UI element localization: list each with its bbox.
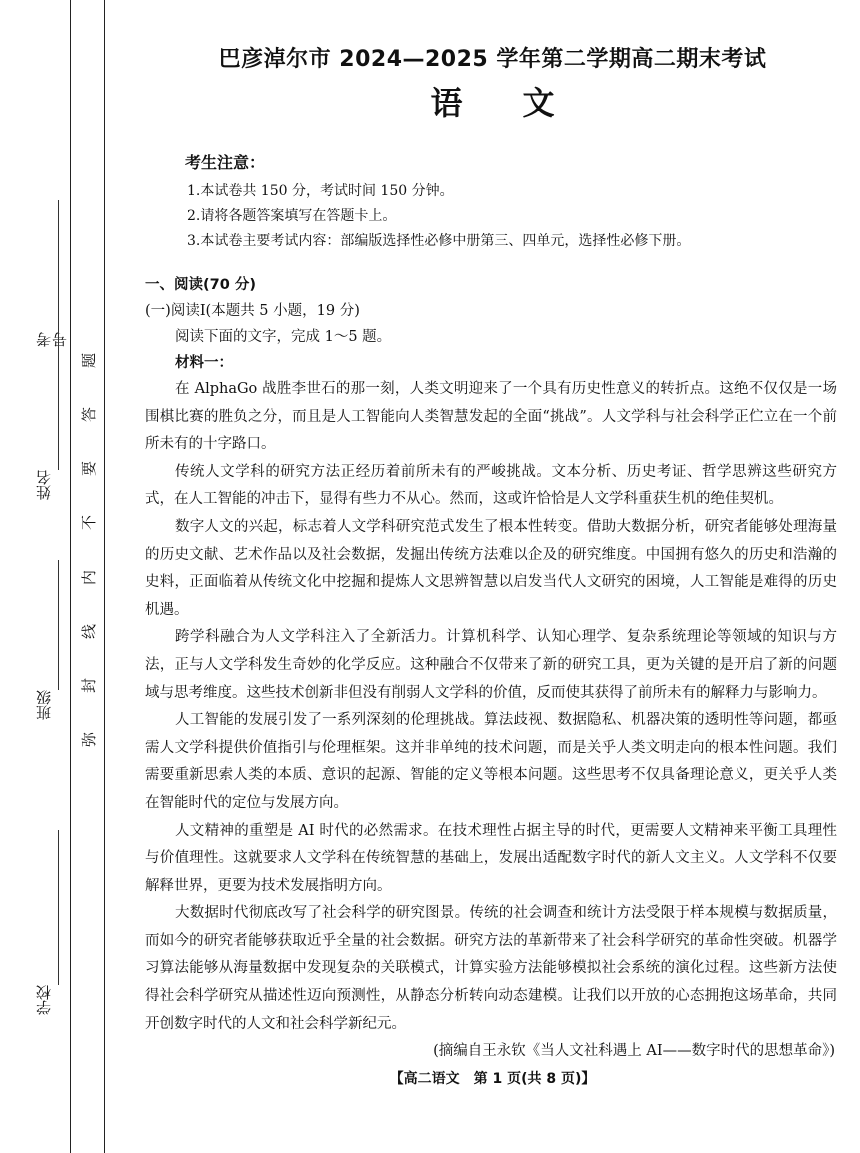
paragraph: 跨学科融合为人文学科注入了全新活力。计算机科学、认知心理学、复杂系统理论等领域的知识与方法，正与人文学科发生奇妙的化学反应。这种融合不仅带来了新的研究工具，更为关键的是开启了新的问题域与思考维度。这些技术创新非但没有削弱人文学科的价值，反而使其获得了前所未有的解释力与影响力。 — [145, 629, 837, 701]
exam-number-line — [58, 200, 59, 350]
candidate-notice — [185, 150, 825, 254]
class-field[interactable] — [30, 560, 70, 760]
class-line — [58, 560, 59, 690]
paragraph: 数字人文的兴起，标志着人文学科研究范式发生了根本性转变。借助大数据分析，研究者能够处理海量的历史文献、艺术作品以及社会数据，发掘出传统方法难以企及的研究维度。中国拥有悠久的历史和浩瀚的史料，正面临着从传统文化中挖掘和提炼人文思辨智慧以启发当代人文研究的困境，人工智能是难得的历史机遇。 — [145, 518, 837, 618]
page-footer: 【高二语文 第 1 页(共 8 页)】 — [389, 1071, 596, 1087]
school-field[interactable] — [30, 830, 70, 1060]
material-label: 材料一： — [175, 355, 233, 371]
seal-char: 内 — [80, 569, 99, 585]
paragraph: 大数据时代彻底改写了社会科学的研究图景。传统的社会调查和统计方法受限于样本规模与数据质量，而如今的研究者能够获取近乎全量的社会数据。研究方法的革新带来了社会科学研究的革命性突破。机器学习算法能够从海量数据中发现复杂的关联模式，计算实验方法能够模拟社会系统的演化过程。这些新方法使得社会科学研究从描述性迈向预测性，从静态分析转向动态建模。让我们以开放的心态拥抱这场革命，共同开创数字时代的人文和社会科学新纪元。 — [145, 905, 837, 1032]
section-heading: 一、阅读(70 分) — [145, 277, 256, 293]
class-label: 班级 — [35, 690, 53, 720]
notice-item: 3.本试卷主要考试内容：部编版选择性必修中册第三、四单元，选择性必修下册。 — [187, 233, 691, 249]
subject-title: 语文 — [430, 84, 615, 122]
seal-char: 不 — [80, 515, 99, 531]
notice-item: 2.请将各题答案填写在答题卡上。 — [187, 208, 397, 224]
reading-instruction: 阅读下面的文字，完成 1～5 题。 — [175, 329, 392, 345]
binding-line-inner — [104, 0, 105, 1153]
exam-title: 巴彦淖尔市 2024—2025 学年第二学期高二期末考试 — [218, 47, 767, 72]
seal-char: 弥 — [80, 731, 99, 747]
seal-char: 封 — [80, 677, 99, 693]
seal-char: 题 — [80, 352, 99, 369]
seal-char: 要 — [80, 461, 99, 477]
name-field[interactable] — [30, 330, 70, 560]
source-citation: (摘编自王永钦《当人文社科遇上 AI——数字时代的思想革命》) — [433, 1043, 835, 1060]
notice-title: 考生注意： — [185, 153, 266, 172]
binding-margin — [0, 0, 112, 1153]
exam-number-label: 考号 — [35, 332, 69, 347]
paragraph: 人文精神的重塑是 AI 时代的必然需求。在技术理性占据主导的时代，更需要人文精神来平衡工具理性与价值理性。这就要求人文学科在传统智慧的基础上，发展出适配数字时代的新人文主义。人文学科不仅要解释世界，更要为技术发展指明方向。 — [145, 822, 837, 894]
subsection-heading: (一)阅读Ⅰ(本题共 5 小题，19 分) — [145, 303, 360, 319]
binding-line-outer — [70, 0, 71, 1153]
exam-number-field[interactable] — [30, 100, 70, 347]
paragraph: 传统人文学科的研究方法正经历着前所未有的严峻挑战。文本分析、历史考证、哲学思辨这些研究方式，在人工智能的冲击下，显得有些力不从心。然而，这或许恰恰是人文学科重获生机的绝佳契机。 — [145, 463, 837, 508]
seal-warning — [80, 350, 98, 750]
paragraph: 在 AlphaGo 战胜李世石的那一刻，人类文明迎来了一个具有历史性意义的转折点。这绝不仅仅是一场围棋比赛的胜负之分，而且是人工智能向人类智慧发起的全面“挑战”。人文学科与社会科学正伫立在一个前所未有的十字路口。 — [145, 381, 837, 453]
paragraph: 人工智能的发展引发了一系列深刻的伦理挑战。算法歧视、数据隐私、机器决策的透明性等问题，都亟需人文学科提供价值指引与伦理框架。这并非单纯的技术问题，而是关乎人类文明走向的根本性问题。我们需要重新思索人类的本质、意识的起源、智能的定义等根本问题。这些思考不仅具备理论意义，更关乎人类在智能时代的定位与发展方向。 — [145, 712, 837, 811]
reading-section — [145, 272, 837, 1065]
notice-item: 1.本试卷共 150 分，考试时间 150 分钟。 — [187, 183, 454, 199]
name-line — [58, 330, 59, 470]
name-label: 姓名 — [35, 470, 53, 500]
seal-char: 线 — [80, 623, 99, 639]
school-label: 学校 — [35, 985, 53, 1015]
school-line — [58, 830, 59, 985]
seal-char: 答 — [80, 407, 99, 423]
